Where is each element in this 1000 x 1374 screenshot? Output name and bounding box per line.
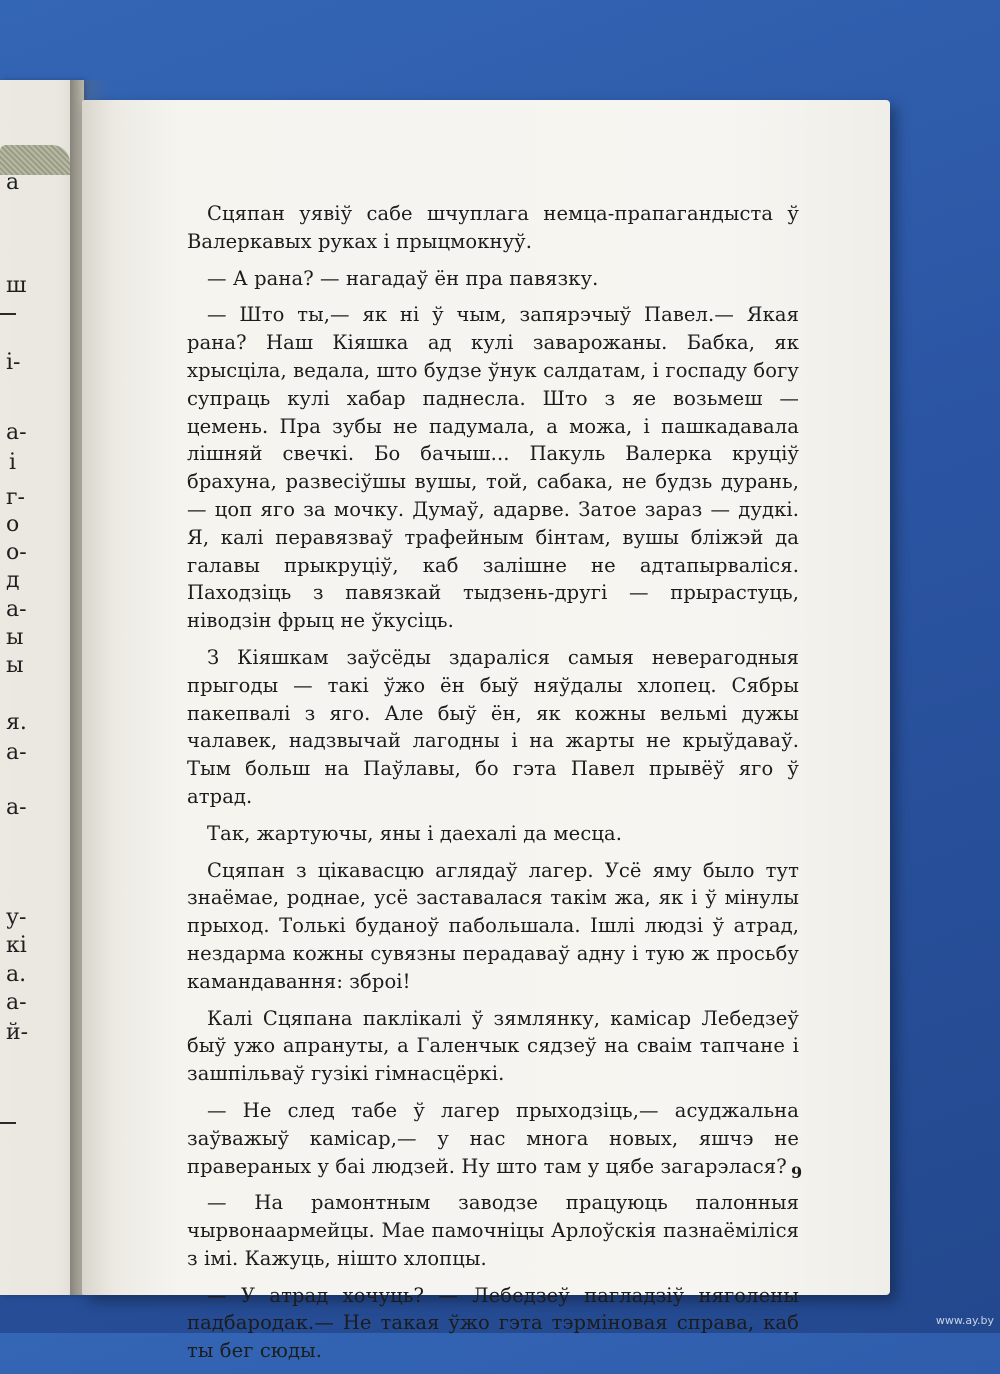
right-page <box>82 100 890 1363</box>
page-number: 9 <box>791 1163 803 1182</box>
left-fragment: і <box>8 450 16 475</box>
paragraph: Сцяпан з цікавасцю аглядаў лагер. Усё яму было тут знаёмае, роднае, усё заставалася такім жа, як і ў мінулы прыход. Толькі буданоў пабольшала. Ішлі людзі ў атрад, нездарма кожны сувязны перадаваў адну і тую ж просьбу камандавання: зброі! <box>187 858 799 993</box>
left-page-rule <box>0 1122 16 1124</box>
paragraph: — На рамонтным заводзе працуюць палонныя чырвонаармейцы. Мае памочніцы Арлоўскія пазнаёміліся з імі. Кажуць, нішто хлопцы. <box>187 1191 799 1270</box>
left-fragment: і- <box>6 350 21 375</box>
left-fragment: а <box>6 170 20 195</box>
paragraph: Сцяпан уявіў сабе шчуплага немца-прапагандыста ў Валеркавых руках і прыцмокнуў. <box>187 202 799 253</box>
left-page-rule <box>0 313 16 315</box>
left-fragment: а. <box>6 962 27 987</box>
paragraph: Калі Сцяпана паклікалі ў зямлянку, камісар Лебедзеў быў ужо апрануты, а Галенчык сядзеў на сваім тапчане і зашпільваў гузікі гімнасцёркі. <box>187 1006 799 1086</box>
left-fragment: а- <box>6 990 27 1015</box>
paragraph: — Што ты,— як ні ў чым, запярэчыў Павел.— Якая рана? Наш Кіяшка ад кулі заварожаны. Бабка, як хрысціла, ведала, што будзе ўнук салдатам, і госпаду богу супраць кулі хабар паднесла. Што з яе возьмеш — цемень. Пра зубы не падумала, а можа, і пашкадавала лішняй свечкі. Бо бачыш... Пакуль Валерка круціў брахуна, развесіўшы вушы, той, сабака, не будзь дурань,— цоп яго за мочку. Думаў, адарве. Затое зараз — дудкі. Я, калі перавязваў трафейным бінтам, вушы бліжэй да галавы прыкруціў, каб залішне не адтапырваліся. Паходзіць з павязкай тыдзень-другі — прырастуць, ніводзін фрыц не ўкусіць. <box>187 303 799 633</box>
paragraph: З Кіяшкам заўсёды здараліся самыя неверагодныя прыгоды — такі ўжо ён быў няўдалы хлопец. Сябры пакепвалі з яго. Але быў ён, як кожны вельмі дужы чалавек, надзвычай лагодны і на жарты не крыўдаваў. Тым больш на Паўлавы, бо гэта Павел прывёў яго ў атрад. <box>187 645 799 808</box>
left-fragment: а- <box>6 740 27 765</box>
left-fragment: у- <box>6 905 27 930</box>
left-fragment: г- <box>6 485 25 510</box>
left-fragment: а- <box>6 597 27 622</box>
left-fragment: о- <box>6 540 27 565</box>
left-fragment: й- <box>6 1020 29 1045</box>
left-fragment: ы <box>6 653 24 678</box>
page-text <box>187 200 799 1374</box>
paragraph: — А рана? — нагадаў ён пра павязку. <box>207 266 599 290</box>
left-fragment: а- <box>6 420 27 445</box>
left-fragment: д <box>6 568 20 593</box>
paragraph: — У атрад хочуць? — Лебедзеў пагладзіў няголены падбародак.— Не такая ўжо гэта тэрміновая справа, каб ты бег сюды. <box>187 1283 799 1363</box>
left-fragment: я. <box>6 710 27 735</box>
left-fragment: ы <box>6 625 24 650</box>
watermark: www.ay.by <box>935 1314 994 1327</box>
left-fragment: о <box>6 512 20 537</box>
paragraph: Так, жартуючы, яны і даехалі да месца. <box>207 821 623 845</box>
left-fragment: ш <box>6 273 27 298</box>
paragraph: — Не след табе ў лагер прыходзіць,— асуджальна заўважыў камісар,— у нас многа новых, яшчэ не правераных у баі людзей. Ну што там у цябе загарэлася? <box>187 1098 799 1178</box>
left-fragment: кі <box>6 933 27 958</box>
left-fragment: а- <box>6 795 27 820</box>
